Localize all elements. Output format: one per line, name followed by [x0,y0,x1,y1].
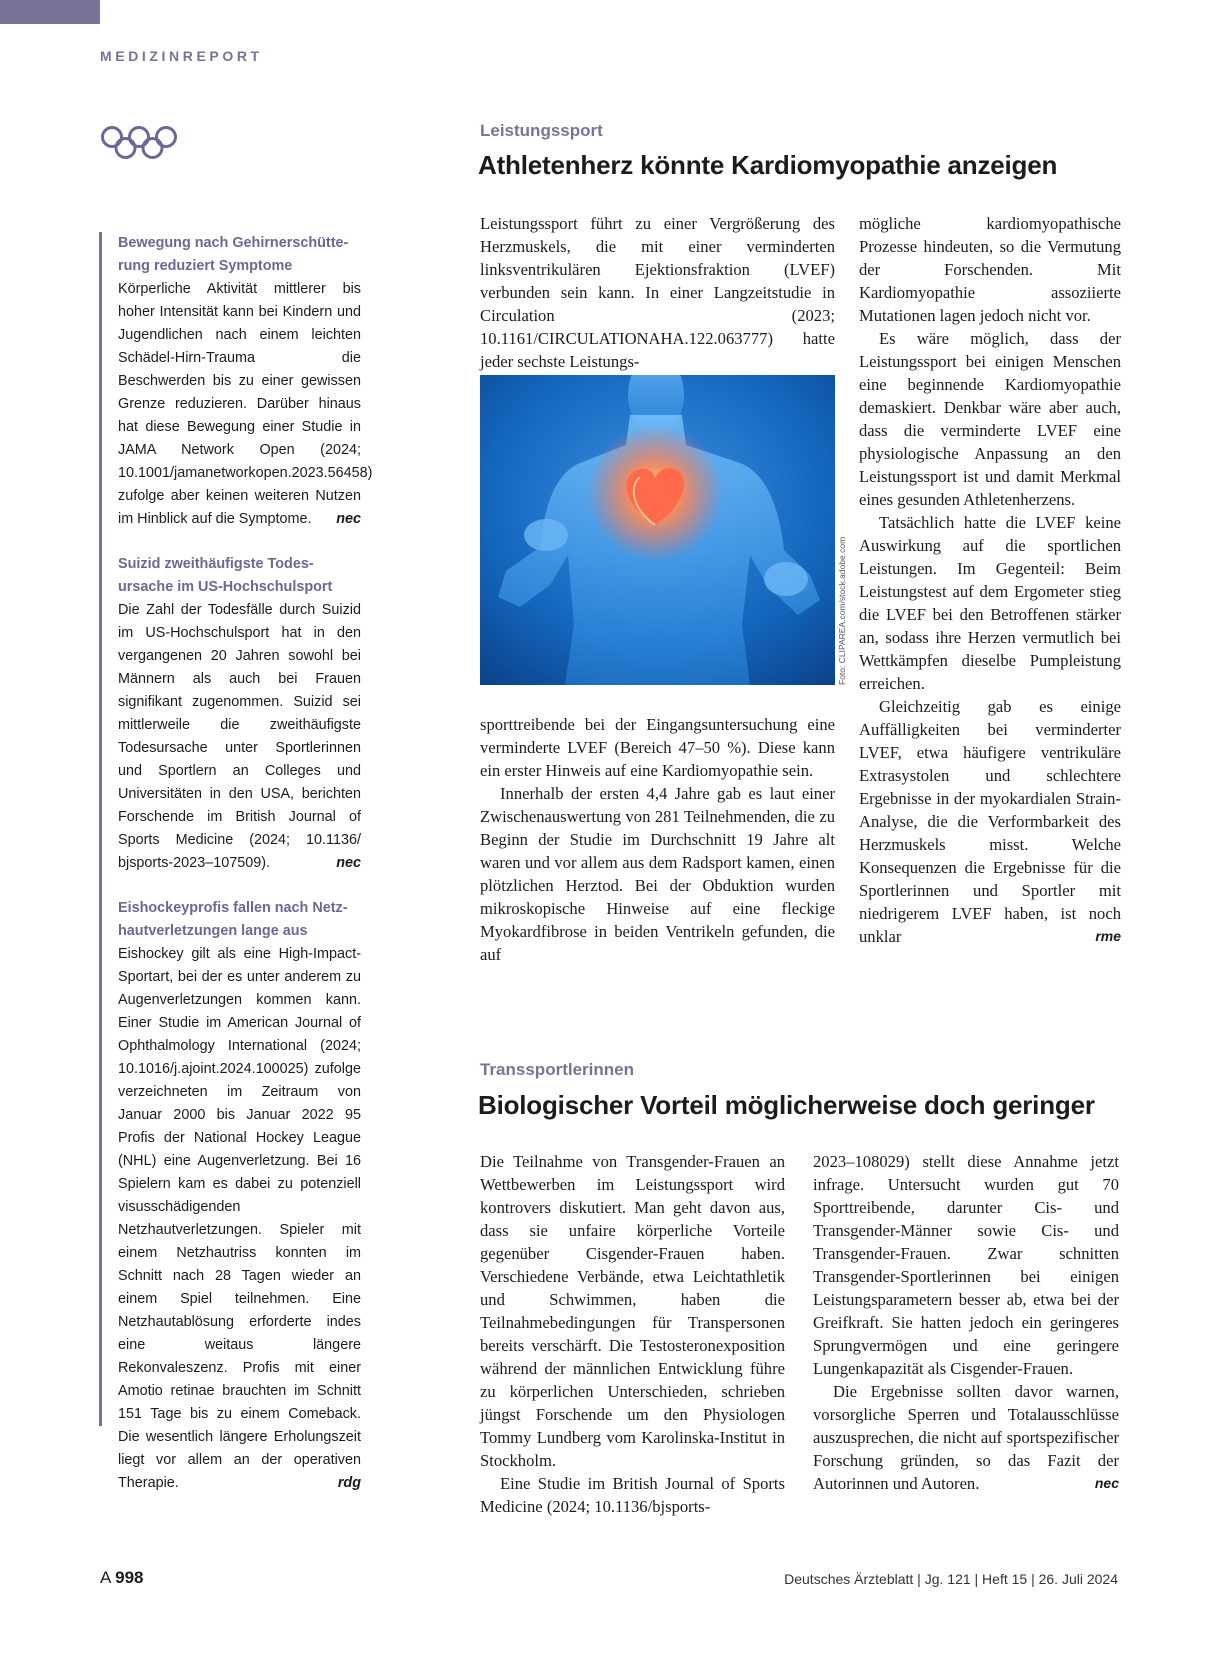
article-column [480,212,835,373]
author-initials: rdg [337,1475,361,1491]
article-paragraph: sporttreibende bei der Eingangsuntersuchung eine verminderte LVEF (Bereich 47–50 %). Diese kann ein erster Hinweis auf eine Kardiomyopathie sein. [480,715,835,780]
sidebar-item-text: Eishockey gilt als eine High-Impact-Sportart, bei der es unter anderem zu Augenverletzungen kommen kann. Einer Studie im American Journal of Ophthalmology International (2024; 10.1016/j.ajoint.2024.100025) zufolge verzeichneten im Zeitraum von Januar 2000 bis Januar 2022 95 Profis der National Hockey League (NHL) eine Augenverletzung. Bei 16 Spielern kam es dabei zu potenziell visusschädigenden Netzhautverletzungen. Spieler mit einem Netzhautriss konnten im Schnitt nach 28 Tagen wieder an einem Spiel teilnehmen. Eine Netzhautablösung erforderte indes eine weitaus längere Rekonvaleszenz. Profis mit einer Amotio retinae brauchten im Schnitt 151 Tage bis zu einem Comeback. Die wesentlich längere Erholungszeit liegt vor allem an der operativen Therapie. [118,946,361,1491]
article-headline: Athletenherz könnte Kardiomyopathie anzeigen [478,150,1058,180]
page-prefix: A [100,1568,111,1587]
page-number-value: 998 [115,1568,144,1587]
author-initials: nec [336,855,361,871]
top-accent-bar [0,0,100,24]
sidebar-item-body [118,278,373,531]
article-text: Gleichzeitig gab es einige Auffälligkeiten bei verminderter LVEF, etwa häufigere ventrikuläre Extrasystolen und schlechtere Ergebnisse in der myokardialen Strain-Analyse, die die Verformbarkeit des Herzmuskels misst. Welche Konsequenzen die Ergebnisse für die Sportlerinnen und Sportler mit niedrigerem LVEF haben, ist noch unklar [859,697,1121,946]
article-paragraph [859,695,1121,948]
author-initials: nec [1094,1475,1119,1491]
section-label: MEDIZINREPORT [100,48,263,64]
article-paragraph: Eine Studie im British Journal of Sports Medicine (2024; 10.1136/bjsports- [480,1474,785,1516]
article-paragraph: Die Teilnahme von Transgender-Frauen an Wettbewerben im Leistungssport wird kontrovers diskutiert. Man geht davon aus, dass sie unfaire körperliche Vorteile gegenüber Cisgender-Frauen haben. Verschiedene Verbände, etwa Leichtathletik und Schwimmen, haben die Teilnahmebedingungen für Transpersonen bereits verschärft. Die Testosteronexposition während der männlichen Entwicklung führe zu körperlichen Unterschieden, schrieben jüngst Forschende um den Physiologen Tommy Lundberg vom Karolinska-Institut in Stockholm. [480,1152,785,1470]
olympic-rings-icon [101,124,177,162]
sidebar-item-text: Körperliche Aktivität mittlerer bis hoher Intensität kann bei Kindern und Jugendlichen nach einem leichten Schädel-Hirn-Trauma die Beschwerden bis zu einer gewissen Grenze reduzieren. Darüber hinaus hat diese Bewegung einer Studie in JAMA Network Open (2024; 10.1001/jamanetworkopen.2023.56458) zufolge aber keinen weiteren Nutzen im Hinblick auf die Symptome. [118,281,373,527]
sidebar-item [118,897,361,1495]
author-initials: nec [336,511,361,527]
article-column [480,713,835,966]
sidebar-item-title: Suizid zweithäufigste Todes-ursache im US-Hochschulsport [118,556,333,595]
page-number [100,1568,144,1588]
article-paragraph: Innerhalb der ersten 4,4 Jahre gab es laut einer Zwischenauswertung von 281 Teilnehmenden, die zu Beginn der Studie im Durchschnitt 19 Jahre alt waren und vor allem aus dem Radsport kamen, einen plötzlichen Herztod. Bei der Obduktion wurden mikroskopische Hinweise auf eine fleckige Myokardfibrose in beiden Ventrikeln gefunden, die auf [480,784,835,964]
sidebar-item [118,553,361,875]
photo-credit: Foto: CLIPAREA.com/stock.adobe.com [837,536,847,685]
athlete-heart-photo [480,375,835,685]
sidebar-item-title: Eishockeyprofis fallen nach Netz-hautverletzungen lange aus [118,900,348,939]
sidebar-news [99,232,373,1491]
sidebar-item [118,232,373,531]
article-column [480,1150,785,1518]
article-paragraph: 2023–108029) stellt diese Annahme jetzt infrage. Untersucht wurden gut 70 Sporttreibende, darunter Cis- und Transgender-Männer sowie Cis- und Transgender-Frauen. Zwar schnitten Transgender-Sportlerinnen bei einigen Leistungsparametern besser ab, etwa bei der Greifkraft. Sie hatten jedoch ein geringeres Sprungvermögen und eine geringere Lungenkapazität als Cisgender-Frauen. [813,1152,1119,1378]
article-headline: Biologischer Vorteil möglicherweise doch geringer [478,1090,1095,1120]
sidebar-item-body [118,599,361,875]
article-paragraph: Es wäre möglich, dass der Leistungssport bei einigen Menschen eine beginnende Kardiomyopathie demaskiert. Denkbar wäre aber auch, dass die verminderte LVEF eine physiologische Anpassung an den Leistungssport ist und damit Merkmal eines gesunden Athletenherzens. [859,329,1121,509]
sidebar-item-title: Bewegung nach Gehirnerschütte-rung reduziert Symptome [118,235,349,274]
article-paragraph: mögliche kardiomyopathische Prozesse hindeuten, so die Vermutung der Forschenden. Mit Kardiomyopathie assoziierte Mutationen lagen jedoch nicht vor. [859,214,1121,325]
journal-info: Deutsches Ärzteblatt | Jg. 121 | Heft 15 | 26. Juli 2024 [784,1571,1118,1587]
article-kicker: Transsportlerinnen [480,1060,634,1079]
article-paragraph [813,1380,1119,1495]
author-initials: rme [1095,928,1121,944]
article-column [813,1150,1119,1495]
article-kicker: Leistungssport [480,121,603,140]
article-text: Die Ergebnisse sollten davor warnen, vorsorgliche Sperren und Totalausschlüsse auszusprechen, die nicht auf sportspezifischer Forschung gründen, so das Fazit der Autorinnen und Autoren. [813,1382,1119,1493]
article-paragraph: Tatsächlich hatte die LVEF keine Auswirkung auf die sportlichen Leistungen. Im Gegenteil: Beim Leistungstest auf dem Ergometer stieg die LVEF bei den Betroffenen stärker an, sodass ihre Herzen vermutlich bei Wettkämpfen dieselbe Pumpleistung erreichen. [859,513,1121,693]
sidebar-item-body [118,943,361,1495]
article-column [859,212,1121,948]
article-paragraph: Leistungssport führt zu einer Vergrößerung des Herzmuskels, die mit einer verminderten linksventrikulären Ejektionsfraktion (LVEF) verbunden sein kann. In einer Langzeitstudie in Circulation (2023; 10.1161/CIRCULATIONAHA.122.063777) hatte jeder sechste Leistungs- [480,214,835,371]
sidebar-item-text: Die Zahl der Todesfälle durch Suizid im US-Hochschulsport hat in den vergangenen 20 Jahren sowohl bei Männern als auch bei Frauen signifikant zugenommen. Suizid sei mittlerweile die zweithäufigste Todesursache unter Sportlerinnen und Sportlern an Colleges und Universitäten in den USA, berichten Forschende im British Journal of Sports Medicine (2024; 10.1136/ bjsports-2023–107509). [118,602,361,871]
